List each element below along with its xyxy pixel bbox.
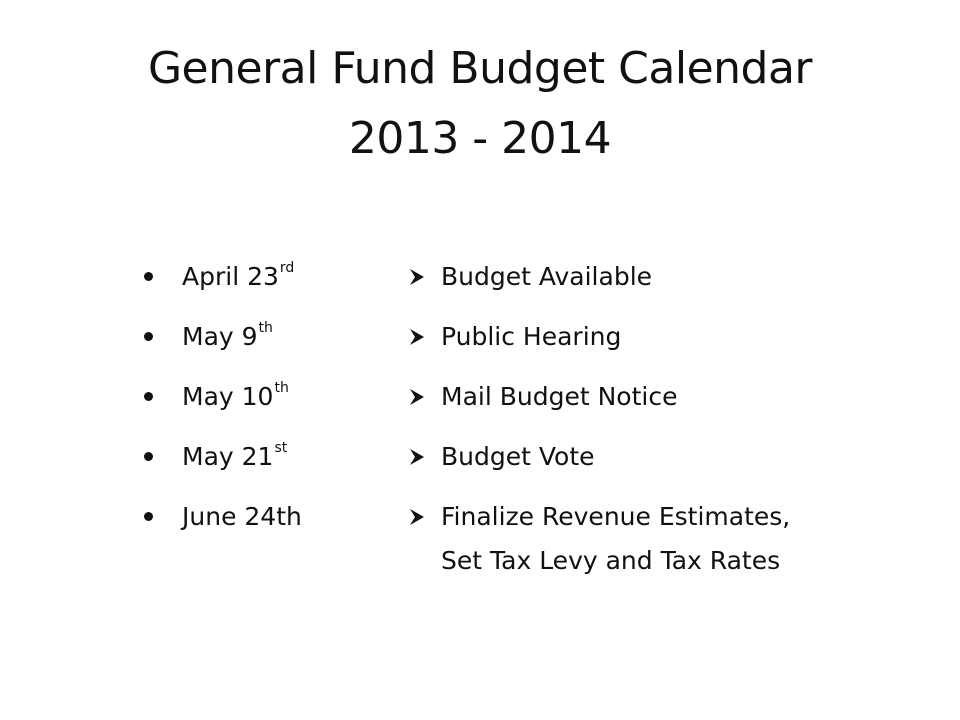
arrow-bullet-icon: [408, 328, 426, 346]
event-item: [408, 375, 928, 435]
date-item: [144, 375, 414, 435]
date-text: May 10: [182, 382, 274, 411]
event-text: Public Hearing: [441, 322, 622, 351]
event-list: [408, 255, 928, 583]
date-item: [144, 255, 414, 315]
date-text: May 21: [182, 442, 274, 471]
date-list: [144, 255, 414, 555]
round-bullet-icon: [144, 512, 153, 521]
date-text: April 23: [182, 262, 279, 291]
arrow-bullet-icon: [408, 388, 426, 406]
event-item: [408, 435, 928, 495]
event-text: Budget Vote: [441, 442, 595, 471]
date-suffix: st: [274, 439, 288, 456]
date-suffix: rd: [279, 259, 295, 276]
event-text: Mail Budget Notice: [441, 382, 678, 411]
event-text-continued: Set Tax Levy and Tax Rates: [441, 546, 781, 575]
date-item: [144, 435, 414, 495]
event-item: [408, 255, 928, 315]
date-text: May 9: [182, 322, 258, 351]
date-item: [144, 315, 414, 375]
event-text: Budget Available: [441, 262, 653, 291]
event-item: [408, 315, 928, 375]
round-bullet-icon: [144, 332, 153, 341]
slide-subtitle-years: 2013 - 2014: [348, 113, 612, 164]
slide-title: General Fund Budget Calendar: [147, 43, 813, 94]
date-suffix: th: [274, 379, 289, 396]
date-item: [144, 495, 414, 555]
arrow-bullet-icon: [408, 268, 426, 286]
round-bullet-icon: [144, 272, 153, 281]
date-text: June 24th: [182, 502, 302, 531]
round-bullet-icon: [144, 452, 153, 461]
event-text: Finalize Revenue Estimates,: [441, 502, 791, 531]
date-suffix: th: [258, 319, 273, 336]
round-bullet-icon: [144, 392, 153, 401]
arrow-bullet-icon: [408, 448, 426, 466]
arrow-bullet-icon: [408, 508, 426, 526]
event-item: [408, 495, 928, 583]
